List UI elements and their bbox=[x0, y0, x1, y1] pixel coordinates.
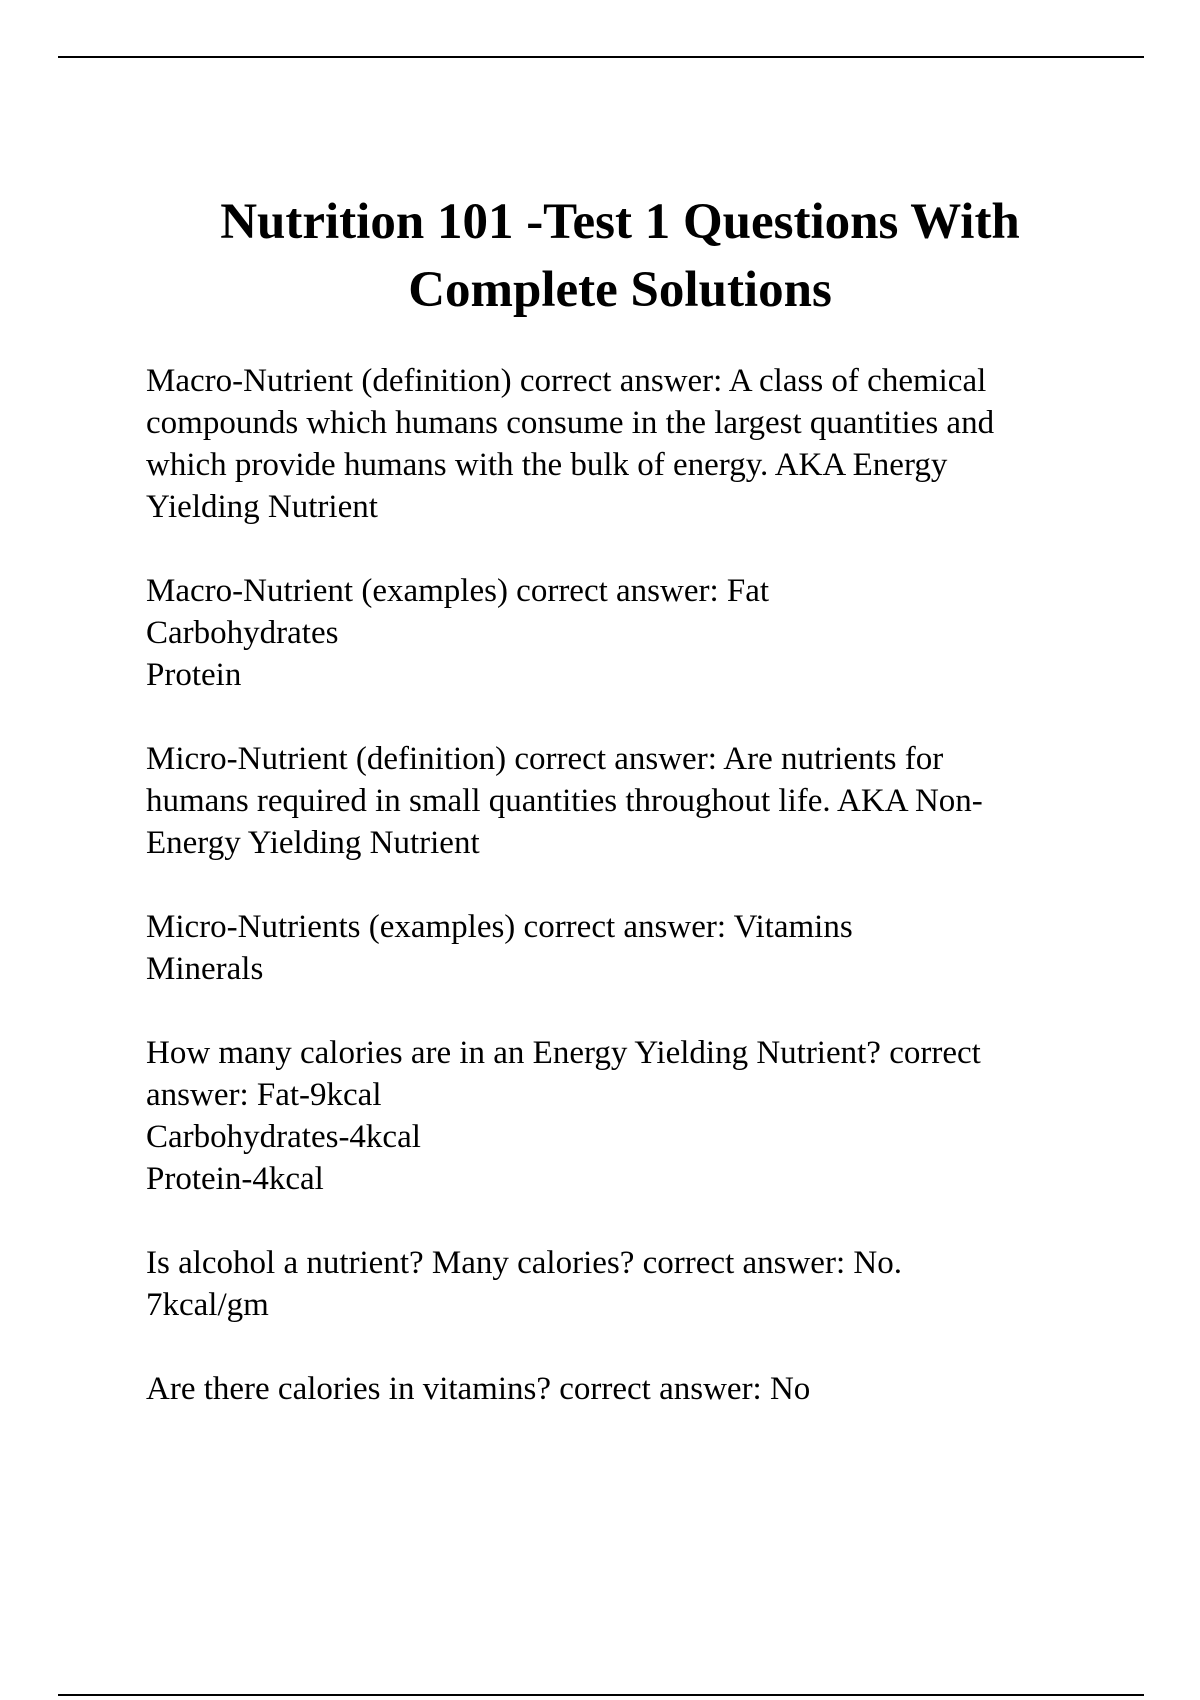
qa-item bbox=[146, 1242, 1106, 1326]
qa-line: humans required in small quantities throughout life. AKA Non- bbox=[146, 783, 983, 819]
qa-line: Macro-Nutrient (definition) correct answer: A class of chemical bbox=[146, 363, 987, 399]
qa-item bbox=[146, 570, 1106, 696]
qa-line: Protein bbox=[146, 657, 242, 693]
qa-item bbox=[146, 738, 1106, 864]
qa-line: Yielding Nutrient bbox=[146, 489, 378, 525]
qa-line: How many calories are in an Energy Yielding Nutrient? correct bbox=[146, 1035, 981, 1071]
document-title bbox=[80, 188, 1160, 324]
qa-line: Energy Yielding Nutrient bbox=[146, 825, 480, 861]
qa-line: answer: Fat-9kcal bbox=[146, 1077, 382, 1113]
qa-list bbox=[146, 360, 1106, 1452]
qa-line: Micro-Nutrients (examples) correct answer: Vitamins bbox=[146, 909, 853, 945]
qa-line: Minerals bbox=[146, 951, 264, 987]
title-line: Complete Solutions bbox=[408, 262, 832, 318]
qa-line: Are there calories in vitamins? correct answer: No bbox=[146, 1371, 811, 1407]
qa-item bbox=[146, 1032, 1106, 1200]
qa-item bbox=[146, 360, 1106, 528]
qa-line: Carbohydrates-4kcal bbox=[146, 1119, 421, 1155]
top-rule bbox=[58, 56, 1144, 58]
bottom-rule bbox=[58, 1694, 1144, 1696]
qa-line: compounds which humans consume in the largest quantities and bbox=[146, 405, 995, 441]
title-line: Nutrition 101 -Test 1 Questions With bbox=[220, 194, 1020, 250]
qa-line: Micro-Nutrient (definition) correct answer: Are nutrients for bbox=[146, 741, 944, 777]
qa-line: Carbohydrates bbox=[146, 615, 339, 651]
qa-line: Macro-Nutrient (examples) correct answer: Fat bbox=[146, 573, 770, 609]
qa-line: Protein-4kcal bbox=[146, 1161, 324, 1197]
qa-line: 7kcal/gm bbox=[146, 1287, 269, 1323]
qa-line: which provide humans with the bulk of energy. AKA Energy bbox=[146, 447, 948, 483]
qa-item bbox=[146, 1368, 1106, 1410]
qa-line: Is alcohol a nutrient? Many calories? correct answer: No. bbox=[146, 1245, 902, 1281]
qa-item bbox=[146, 906, 1106, 990]
